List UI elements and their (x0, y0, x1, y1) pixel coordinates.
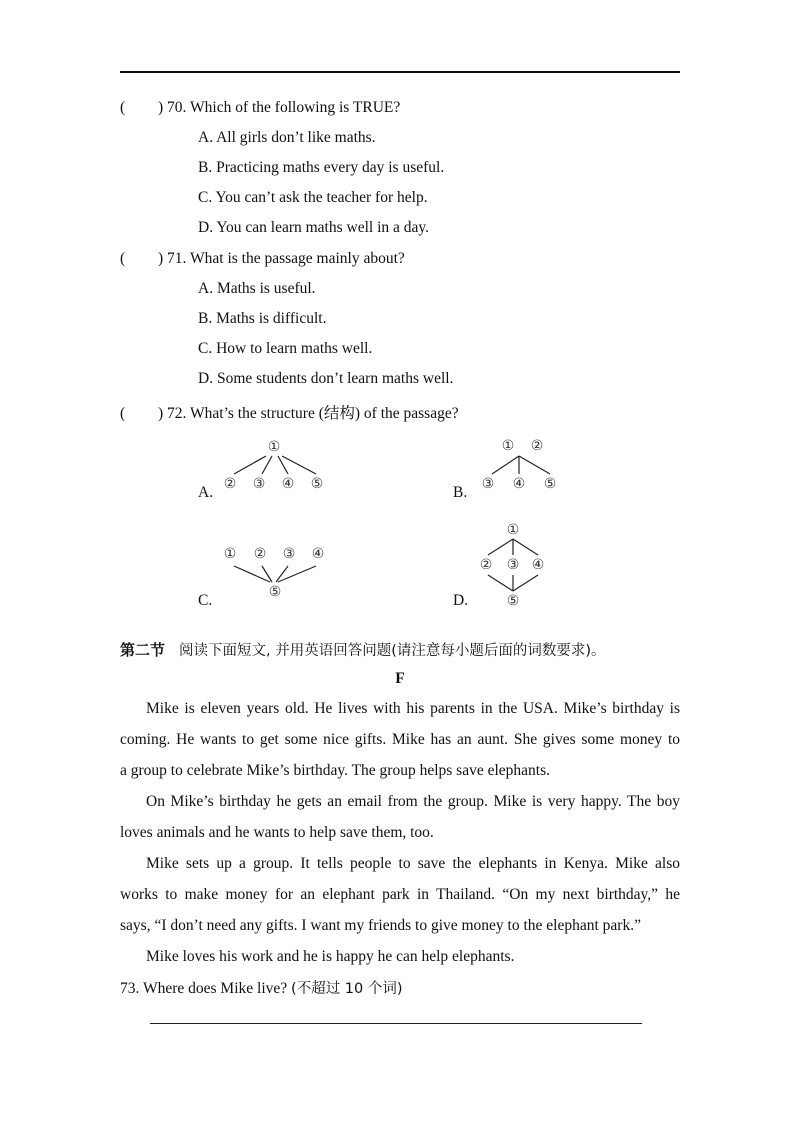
diagram-b-label: B. (453, 484, 468, 501)
diagram-a-node-2: ② (223, 476, 237, 492)
diagram-c-node-1: ① (223, 546, 237, 562)
diagram-b-node-2: ② (530, 438, 544, 454)
question-text: 72. What’s the structure (结构) of the passage? (167, 405, 459, 422)
diagram-c-node-3: ③ (282, 546, 296, 562)
diagram-c-label: C. (198, 592, 213, 609)
diagram-b-node-3: ③ (481, 476, 495, 492)
passage-line: Mike loves his work and he is happy he can help elephants. (146, 948, 515, 965)
question-72 (120, 401, 459, 423)
passage-line: says, “I don’t need any gifts. I want my friends to give money to the elephant park.” (120, 917, 641, 934)
diagram-c-node-2: ② (253, 546, 267, 562)
passage-line: loves animals and he wants to help save them, too. (120, 824, 434, 841)
diagram-c-node-4: ④ (311, 546, 325, 562)
section-instruction: 阅读下面短文, 并用英语回答问题(请注意每小题后面的词数要求)。 (179, 643, 606, 659)
diagram-d-node-5: ⑤ (506, 593, 520, 609)
diagram-a-label: A. (198, 484, 214, 501)
option-71-d: D. Some students don’t learn maths well. (198, 370, 454, 387)
option-70-b: B. Practicing maths every day is useful. (198, 159, 445, 176)
diagram-b-node-5: ⑤ (543, 476, 557, 492)
diagram-a (210, 432, 340, 496)
question-70 (120, 99, 400, 117)
diagram-d-label: D. (453, 592, 469, 609)
passage-line: works to make money for an elephant park in Thailand. “On my next birthday,” he (120, 886, 680, 903)
diagram-a-node-3: ③ (252, 476, 266, 492)
diagram-a-node-4: ④ (281, 476, 295, 492)
word-limit: (不超过 10 个词) (291, 981, 403, 997)
diagram-d (476, 517, 556, 611)
option-70-d: D. You can learn maths well in a day. (198, 219, 430, 236)
passage-line: a group to celebrate Mike’s birthday. The group helps save elephants. (120, 762, 550, 779)
diagram-a-node-5: ⑤ (310, 476, 324, 492)
question-text: 70. Which of the following is TRUE? (167, 99, 401, 116)
answer-paren-close: ) (158, 99, 164, 116)
top-rule (120, 71, 680, 73)
answer-paren-open[interactable]: ( (120, 250, 126, 267)
question-73 (120, 977, 403, 998)
answer-paren-open[interactable]: ( (120, 405, 126, 422)
passage-title: F (395, 670, 405, 687)
option-71-c: C. How to learn maths well. (198, 340, 373, 357)
diagram-d-node-3: ③ (506, 557, 520, 573)
passage-line: Mike sets up a group. It tells people to save the elephants in Kenya. Mike also (146, 855, 680, 872)
option-71-a: A. Maths is useful. (198, 280, 316, 297)
answer-paren-open[interactable]: ( (120, 99, 126, 116)
question-71 (120, 250, 405, 268)
answer-paren-close: ) (158, 405, 164, 422)
section-heading (120, 639, 606, 660)
diagram-c (214, 540, 334, 604)
answer-paren-close: ) (158, 250, 164, 267)
diagram-c-node-5: ⑤ (268, 584, 282, 600)
diagram-d-node-4: ④ (531, 557, 545, 573)
section-number: 第二节 (120, 641, 166, 659)
question-text: 73. Where does Mike live? (120, 980, 292, 997)
passage-line: coming. He wants to get some nice gifts. Mike has an aunt. She gives some money to (120, 731, 680, 748)
passage-line: On Mike’s birthday he gets an email from the group. Mike is very happy. The boy (146, 793, 680, 810)
option-70-c: C. You can’t ask the teacher for help. (198, 189, 428, 206)
diagram-b-node-4: ④ (512, 476, 526, 492)
diagram-d-node-2: ② (479, 557, 493, 573)
diagram-b (470, 432, 570, 496)
diagram-d-node-1: ① (506, 522, 520, 538)
option-70-a: A. All girls don’t like maths. (198, 129, 376, 146)
question-text: 71. What is the passage mainly about? (167, 250, 405, 267)
option-71-b: B. Maths is difficult. (198, 310, 327, 327)
diagram-a-node-1: ① (267, 439, 281, 455)
diagram-b-node-1: ① (501, 438, 515, 454)
passage-line: Mike is eleven years old. He lives with his parents in the USA. Mike’s birthday is (146, 700, 680, 717)
answer-line[interactable] (150, 1023, 642, 1024)
